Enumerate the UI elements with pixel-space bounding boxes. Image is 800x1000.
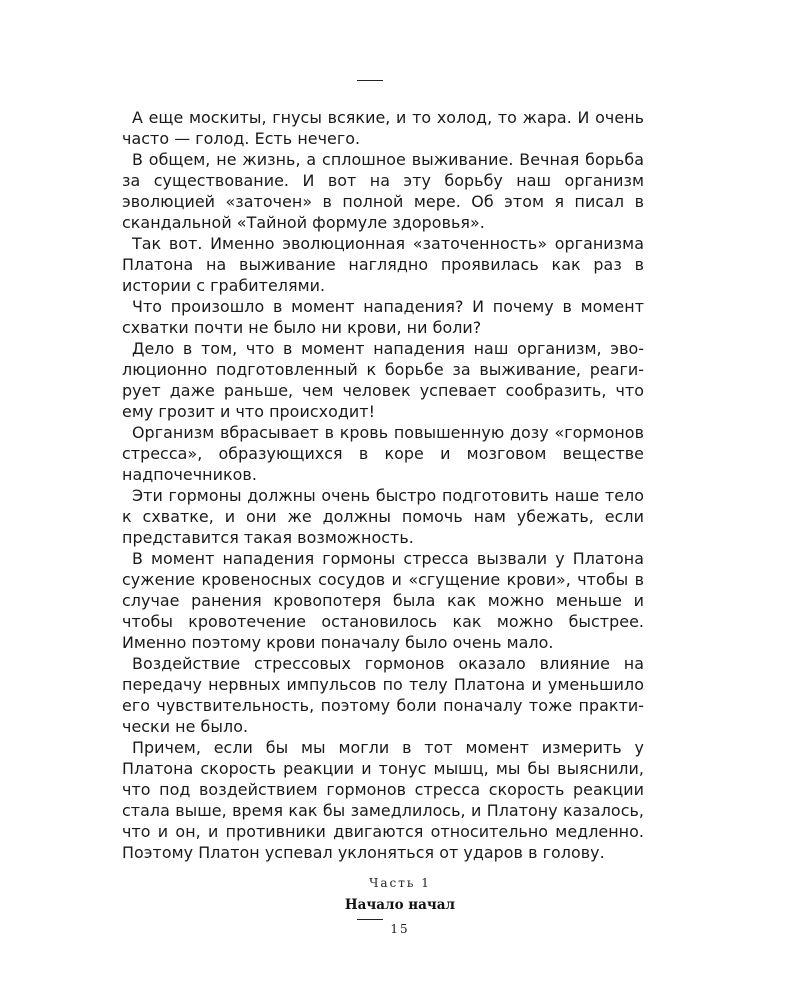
footer-rule xyxy=(357,919,383,920)
paragraph: Организм вбрасывает в кровь повышенную дозу «гормонов стресса», образующихся в коре и мозговом веществе надпочечников. xyxy=(122,423,644,484)
body-text xyxy=(122,107,644,863)
paragraph: Эти гормоны должны очень быстро подготовить наше тело к схватке, и они же должны помочь нам убежать, если представится такая возможность. xyxy=(122,486,644,547)
page-number: 15 xyxy=(390,922,410,936)
paragraph: Дело в том, что в момент нападения наш организм, эволюционно подготовленный к борьбе за выживание, реагирует даже раньше, чем человек успевает сообразить, что ему грозит и что происходит! xyxy=(122,339,644,421)
paragraph: Воздействие стрессовых гормонов оказало влияние на передачу нервных импульсов по телу Платона и уменьшило его чувствительность, поэтому боли поначалу тоже практически не было. xyxy=(122,654,644,736)
header-rule xyxy=(357,80,383,81)
paragraph: А еще москиты, гнусы всякие, и то холод, то жара. И очень часто — голод. Есть нечего. xyxy=(122,108,644,148)
paragraph: Причем, если бы мы могли в тот момент измерить у Платона скорость реакции и тонус мышц, мы бы выяснили, что под воздействием гормонов стресса скорость реакции стала выше, время как бы замедлилось, и Платону казалось, что и он, и противники двигаются относительно медленно. Поэтому Платон успевал уклоняться от ударов в голову. xyxy=(122,738,644,862)
paragraph: В момент нападения гормоны стресса вызвали у Платона сужение кровеносных сосудов и «сгущение крови», чтобы в случае ранения кровопотеря была как можно меньше и чтобы кровотечение остановилось как можно быстрее. Именно поэтому крови поначалу было очень мало. xyxy=(122,549,644,652)
running-footer-part: Часть 1 xyxy=(369,876,431,890)
paragraph: В общем, не жизнь, а сплошное выживание. Вечная борьба за существование. И вот на эту борьбу наш организм эволюцией «заточен» в полной мере. Об этом я писал в скандальной «Тайной формуле здоровья». xyxy=(122,150,644,232)
paragraph: Что произошло в момент нападения? И почему в момент схватки почти не было ни крови, ни боли? xyxy=(122,297,644,337)
paragraph: Так вот. Именно эволюционная «заточенность» организма Платона на выживание наглядно проявилась как раз в истории с грабителями. xyxy=(122,234,644,295)
running-footer-chapter-title: Начало начал xyxy=(344,897,456,913)
